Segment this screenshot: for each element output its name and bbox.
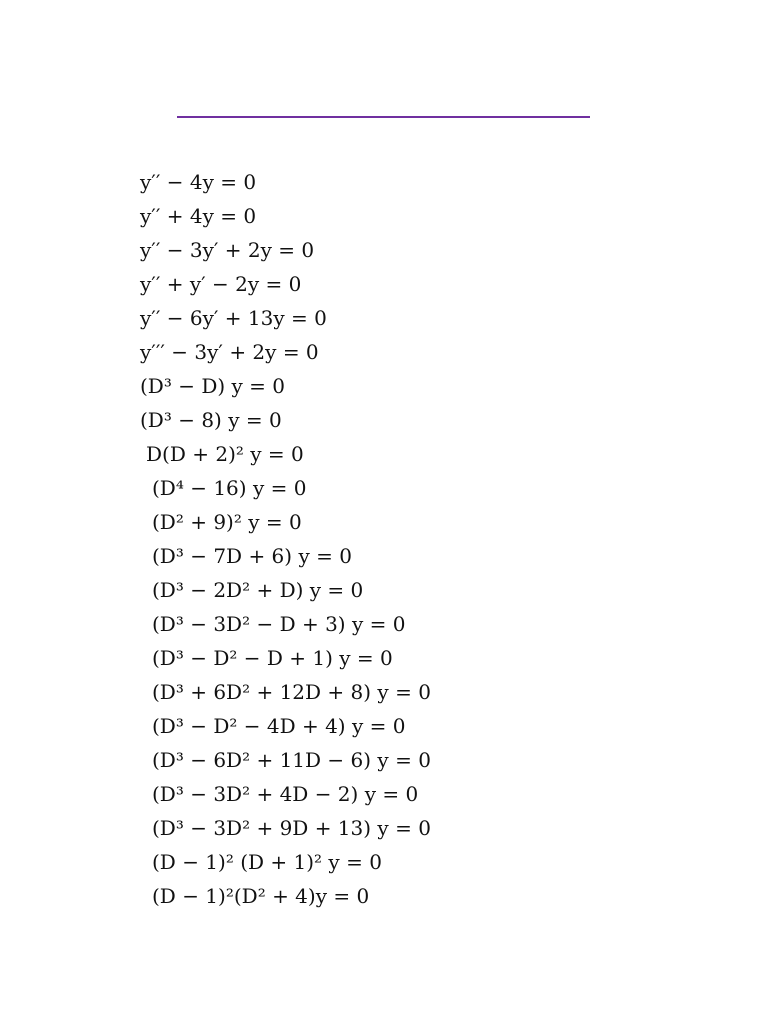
equation-12: (D³ − 7D + 6) y = 0 xyxy=(152,544,352,568)
equation-15: (D³ − D² − D + 1) y = 0 xyxy=(152,646,393,670)
equation-16: (D³ + 6D² + 12D + 8) y = 0 xyxy=(152,680,431,704)
equation-1: y′′ − 4y = 0 xyxy=(140,170,257,194)
equation-2: y′′ + 4y = 0 xyxy=(140,204,257,228)
equation-17: (D³ − D² − 4D + 4) y = 0 xyxy=(152,714,406,738)
equation-11: (D² + 9)² y = 0 xyxy=(152,510,302,534)
equation-8: (D³ − 8) y = 0 xyxy=(140,408,282,432)
equation-14: (D³ − 3D² − D + 3) y = 0 xyxy=(152,612,406,636)
equation-5: y′′ − 6y′ + 13y = 0 xyxy=(140,306,327,330)
equation-4: y′′ + y′ − 2y = 0 xyxy=(140,272,302,296)
equation-7: (D³ − D) y = 0 xyxy=(140,374,286,398)
equation-20: (D³ − 3D² + 9D + 13) y = 0 xyxy=(152,816,431,840)
equation-6: y′′′ − 3y′ + 2y = 0 xyxy=(140,340,319,364)
divider-line xyxy=(177,116,590,118)
equation-22: (D − 1)²(D² + 4)y = 0 xyxy=(152,884,370,908)
equation-19: (D³ − 3D² + 4D − 2) y = 0 xyxy=(152,782,419,806)
equation-3: y′′ − 3y′ + 2y = 0 xyxy=(140,238,315,262)
equation-10: (D⁴ − 16) y = 0 xyxy=(152,476,307,500)
equation-18: (D³ − 6D² + 11D − 6) y = 0 xyxy=(152,748,431,772)
equation-13: (D³ − 2D² + D) y = 0 xyxy=(152,578,364,602)
equation-9: D(D + 2)² y = 0 xyxy=(146,442,304,466)
equation-21: (D − 1)² (D + 1)² y = 0 xyxy=(152,850,382,874)
